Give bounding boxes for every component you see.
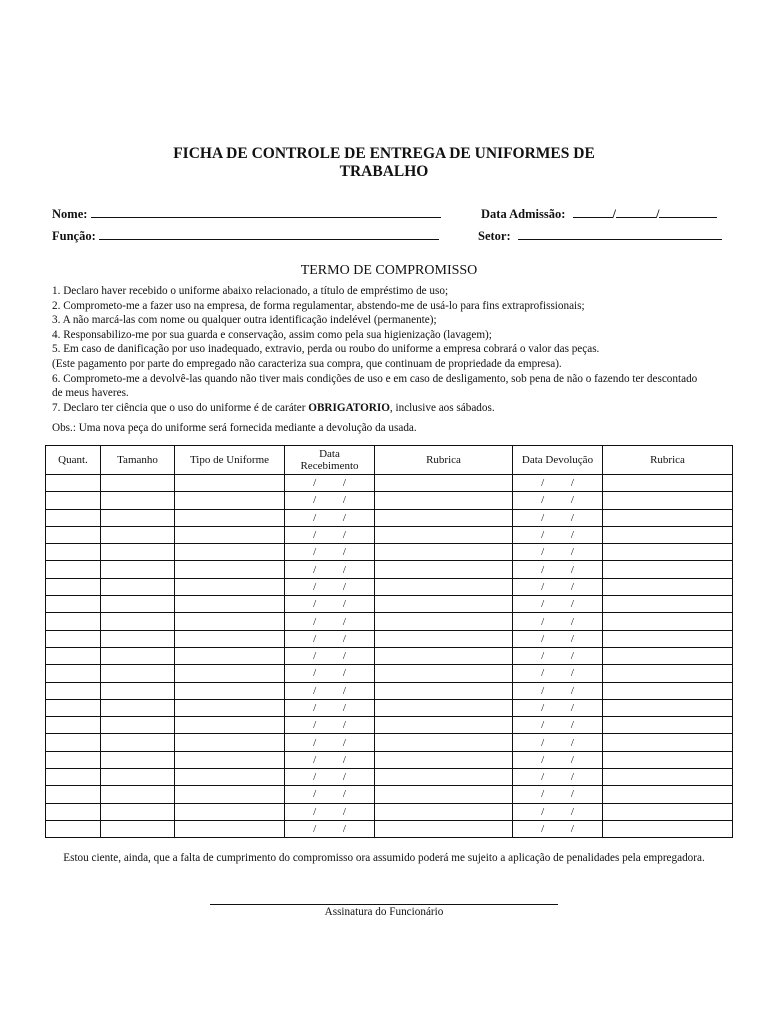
termo-line-1: 1. Declaro haver recebido o uniforme abaixo relacionado, a título de empréstimo de uso; bbox=[52, 285, 449, 297]
rubrica-1-cell[interactable] bbox=[375, 544, 513, 561]
table-row bbox=[46, 526, 733, 543]
rubrica-2-cell[interactable] bbox=[603, 820, 733, 837]
quant-cell[interactable] bbox=[46, 786, 101, 803]
tamanho-cell[interactable] bbox=[101, 665, 175, 682]
quant-cell[interactable] bbox=[46, 509, 101, 526]
date-placeholder: / / bbox=[541, 788, 574, 801]
tamanho-cell[interactable] bbox=[101, 786, 175, 803]
tipo-uniforme-cell[interactable] bbox=[175, 492, 285, 509]
data-recebimento-cell[interactable] bbox=[285, 613, 375, 630]
tipo-uniforme-cell[interactable] bbox=[175, 699, 285, 716]
header-quant: Quant. bbox=[46, 446, 101, 475]
table-row bbox=[46, 665, 733, 682]
header-rubrica-2: Rubrica bbox=[603, 446, 733, 475]
date-placeholder: / / bbox=[313, 529, 346, 542]
table-row bbox=[46, 769, 733, 786]
termo-line-2: 2. Comprometo-me a fazer uso na empresa, de forma regulamentar, abstendo-me de usá-lo para fins extraprofissionais; bbox=[52, 299, 585, 312]
rubrica-1-cell[interactable] bbox=[375, 769, 513, 786]
rubrica-2-cell[interactable] bbox=[603, 561, 733, 578]
date-placeholder: / / bbox=[541, 615, 574, 628]
data-devolucao-cell[interactable] bbox=[513, 544, 603, 561]
data-devolucao-cell[interactable] bbox=[513, 699, 603, 716]
tamanho-cell[interactable] bbox=[101, 717, 175, 734]
tamanho-cell[interactable] bbox=[101, 526, 175, 543]
data-recebimento-cell[interactable] bbox=[285, 596, 375, 613]
header-tipo-uniforme: Tipo de Uniforme bbox=[175, 446, 285, 475]
data-recebimento-cell[interactable] bbox=[285, 509, 375, 526]
rubrica-2-cell[interactable] bbox=[603, 751, 733, 768]
data-recebimento-cell[interactable] bbox=[285, 526, 375, 543]
termo-line-7-bold: OBRIGATORIO bbox=[308, 401, 390, 414]
setor-input-line[interactable] bbox=[518, 228, 722, 240]
date-placeholder: / / bbox=[313, 684, 346, 697]
date-placeholder: / / bbox=[541, 719, 574, 732]
data-devolucao-cell[interactable] bbox=[513, 596, 603, 613]
data-recebimento-cell[interactable] bbox=[285, 717, 375, 734]
data-recebimento-cell[interactable] bbox=[285, 699, 375, 716]
header-data-recebimento-line2: Recebimento bbox=[300, 460, 359, 472]
date-placeholder: / / bbox=[541, 598, 574, 611]
rubrica-2-cell[interactable] bbox=[603, 769, 733, 786]
date-placeholder: / / bbox=[313, 477, 346, 490]
termo-line-7-prefix: 7. Declaro ter ciência que o uso do uniforme é de caráter bbox=[52, 401, 309, 414]
date-placeholder: / / bbox=[541, 823, 574, 836]
rubrica-2-cell[interactable] bbox=[603, 613, 733, 630]
rubrica-2-cell[interactable] bbox=[603, 544, 733, 561]
tamanho-cell[interactable] bbox=[101, 630, 175, 647]
rubrica-2-cell[interactable] bbox=[603, 699, 733, 716]
quant-cell[interactable] bbox=[46, 717, 101, 734]
tamanho-cell[interactable] bbox=[101, 578, 175, 595]
data-recebimento-cell[interactable] bbox=[285, 751, 375, 768]
rubrica-2-cell[interactable] bbox=[603, 492, 733, 509]
tamanho-cell[interactable] bbox=[101, 751, 175, 768]
data-devolucao-cell[interactable] bbox=[513, 578, 603, 595]
quant-cell[interactable] bbox=[46, 751, 101, 768]
date-placeholder: / / bbox=[313, 788, 346, 801]
data-admissao-field[interactable] bbox=[481, 206, 717, 222]
table-row bbox=[46, 544, 733, 561]
date-placeholder: / / bbox=[313, 736, 346, 749]
header-rubrica-1: Rubrica bbox=[375, 446, 513, 475]
tamanho-cell[interactable] bbox=[101, 803, 175, 820]
rubrica-1-cell[interactable] bbox=[375, 665, 513, 682]
rubrica-2-cell[interactable] bbox=[603, 578, 733, 595]
termo-line-7-suffix: , inclusive aos sábados. bbox=[389, 401, 495, 414]
rubrica-1-cell[interactable] bbox=[375, 786, 513, 803]
tipo-uniforme-cell[interactable] bbox=[175, 820, 285, 837]
table-row bbox=[46, 803, 733, 820]
quant-cell[interactable] bbox=[46, 596, 101, 613]
tipo-uniforme-cell[interactable] bbox=[175, 561, 285, 578]
funcao-input-line[interactable] bbox=[99, 228, 439, 240]
quant-cell[interactable] bbox=[46, 699, 101, 716]
rubrica-1-cell[interactable] bbox=[375, 596, 513, 613]
date-placeholder: / / bbox=[313, 823, 346, 836]
date-placeholder: / / bbox=[313, 702, 346, 714]
header-tamanho: Tamanho bbox=[101, 446, 175, 475]
tipo-uniforme-cell[interactable] bbox=[175, 475, 285, 492]
header-data-recebimento-line1: Data bbox=[319, 448, 340, 460]
tamanho-cell[interactable] bbox=[101, 544, 175, 561]
tipo-uniforme-cell[interactable] bbox=[175, 751, 285, 768]
tamanho-cell[interactable] bbox=[101, 699, 175, 716]
quant-cell[interactable] bbox=[46, 647, 101, 664]
quant-cell[interactable] bbox=[46, 769, 101, 786]
rubrica-1-cell[interactable] bbox=[375, 509, 513, 526]
data-devolucao-cell[interactable] bbox=[513, 561, 603, 578]
data-devolucao-cell[interactable] bbox=[513, 475, 603, 492]
date-placeholder: / / bbox=[541, 580, 574, 593]
termo-line-3: 3. A não marcá-las com nome ou qualquer outra identificação indelével (permanente); bbox=[52, 314, 437, 327]
signature-line[interactable] bbox=[210, 904, 558, 905]
termo-line-5: 5. Em caso de danificação por uso inadequado, extravio, perda ou roubo do uniforme a empresa cobrará o valor das peças. bbox=[52, 343, 600, 356]
table-body bbox=[46, 475, 733, 838]
rubrica-1-cell[interactable] bbox=[375, 630, 513, 647]
tipo-uniforme-cell[interactable] bbox=[175, 509, 285, 526]
termo-line-4: 4. Responsabilizo-me por sua guarda e conservação, assim como pela sua higienização (lavagem); bbox=[52, 328, 492, 341]
data-recebimento-cell[interactable] bbox=[285, 630, 375, 647]
date-placeholder: / / bbox=[541, 667, 574, 680]
rubrica-2-cell[interactable] bbox=[603, 665, 733, 682]
rubrica-2-cell[interactable] bbox=[603, 786, 733, 803]
rubrica-1-cell[interactable] bbox=[375, 475, 513, 492]
document-title bbox=[0, 145, 768, 181]
data-recebimento-cell[interactable] bbox=[285, 544, 375, 561]
header-data-recebimento bbox=[285, 446, 375, 475]
rubrica-1-cell[interactable] bbox=[375, 492, 513, 509]
data-recebimento-cell[interactable] bbox=[285, 492, 375, 509]
data-devolucao-cell[interactable] bbox=[513, 769, 603, 786]
quant-cell[interactable] bbox=[46, 475, 101, 492]
termo-list bbox=[52, 284, 732, 415]
tipo-uniforme-cell[interactable] bbox=[175, 544, 285, 561]
date-placeholder: / / bbox=[541, 753, 574, 766]
date-placeholder: / / bbox=[313, 650, 346, 663]
tipo-uniforme-cell[interactable] bbox=[175, 578, 285, 595]
data-devolucao-cell[interactable] bbox=[513, 820, 603, 837]
header-data-devolucao: Data Devolução bbox=[513, 446, 603, 475]
quant-cell[interactable] bbox=[46, 820, 101, 837]
data-devolucao-cell[interactable] bbox=[513, 613, 603, 630]
tamanho-cell[interactable] bbox=[101, 475, 175, 492]
termo-heading: TERMO DE COMPROMISSO bbox=[300, 263, 478, 278]
date-placeholder: / / bbox=[541, 563, 574, 576]
date-placeholder: / / bbox=[313, 511, 346, 524]
table-row bbox=[46, 596, 733, 613]
tamanho-cell[interactable] bbox=[101, 734, 175, 751]
date-placeholder: / / bbox=[313, 753, 346, 766]
rubrica-2-cell[interactable] bbox=[603, 734, 733, 751]
data-admissao-month-line[interactable] bbox=[616, 206, 656, 218]
rubrica-2-cell[interactable] bbox=[603, 803, 733, 820]
rubrica-2-cell[interactable] bbox=[603, 475, 733, 492]
nome-input-line[interactable] bbox=[91, 206, 441, 218]
rubrica-2-cell[interactable] bbox=[603, 509, 733, 526]
tamanho-cell[interactable] bbox=[101, 820, 175, 837]
data-recebimento-cell[interactable] bbox=[285, 803, 375, 820]
data-recebimento-cell[interactable] bbox=[285, 647, 375, 664]
data-devolucao-cell[interactable] bbox=[513, 526, 603, 543]
table-row bbox=[46, 820, 733, 837]
data-recebimento-cell[interactable] bbox=[285, 578, 375, 595]
date-placeholder: / / bbox=[541, 702, 574, 714]
tipo-uniforme-cell[interactable] bbox=[175, 682, 285, 699]
termo-line-6: 6. Comprometo-me a devolvê-las quando não tiver mais condições de uso e em caso de desligamento, sob pena de não o fazendo ter descontado bbox=[52, 372, 698, 385]
data-admissao-day-line[interactable] bbox=[573, 206, 613, 218]
rubrica-1-cell[interactable] bbox=[375, 734, 513, 751]
date-placeholder: / / bbox=[313, 615, 346, 628]
table-row bbox=[46, 734, 733, 751]
date-placeholder: / / bbox=[313, 580, 346, 593]
tamanho-cell[interactable] bbox=[101, 596, 175, 613]
tamanho-cell[interactable] bbox=[101, 682, 175, 699]
table-row bbox=[46, 717, 733, 734]
date-placeholder: / / bbox=[541, 477, 574, 490]
date-placeholder: / / bbox=[541, 546, 574, 559]
rubrica-1-cell[interactable] bbox=[375, 561, 513, 578]
quant-cell[interactable] bbox=[46, 526, 101, 543]
date-placeholder: / / bbox=[541, 684, 574, 697]
table-row bbox=[46, 475, 733, 492]
table-row bbox=[46, 561, 733, 578]
data-recebimento-cell[interactable] bbox=[285, 665, 375, 682]
date-placeholder: / / bbox=[313, 494, 346, 507]
date-placeholder: / / bbox=[313, 598, 346, 611]
data-devolucao-cell[interactable] bbox=[513, 786, 603, 803]
rubrica-1-cell[interactable] bbox=[375, 820, 513, 837]
termo-line-7 bbox=[52, 401, 732, 416]
nome-label: Nome: bbox=[52, 207, 88, 221]
data-recebimento-cell[interactable] bbox=[285, 734, 375, 751]
table-row bbox=[46, 509, 733, 526]
rubrica-1-cell[interactable] bbox=[375, 647, 513, 664]
footer-statement: Estou ciente, ainda, que a falta de cumprimento do compromisso ora assumido poderá me sujeito a aplicação de penalidades pela empregadora. bbox=[63, 852, 705, 864]
table-row bbox=[46, 682, 733, 699]
tipo-uniforme-cell[interactable] bbox=[175, 665, 285, 682]
quant-cell[interactable] bbox=[46, 803, 101, 820]
tipo-uniforme-cell[interactable] bbox=[175, 647, 285, 664]
data-devolucao-cell[interactable] bbox=[513, 803, 603, 820]
tamanho-cell[interactable] bbox=[101, 769, 175, 786]
table-row bbox=[46, 647, 733, 664]
data-admissao-label: Data Admissão: bbox=[481, 207, 566, 221]
setor-field[interactable] bbox=[478, 228, 722, 244]
date-placeholder: / / bbox=[541, 736, 574, 749]
rubrica-2-cell[interactable] bbox=[603, 526, 733, 543]
data-devolucao-cell[interactable] bbox=[513, 665, 603, 682]
data-devolucao-cell[interactable] bbox=[513, 717, 603, 734]
tamanho-cell[interactable] bbox=[101, 613, 175, 630]
rubrica-1-cell[interactable] bbox=[375, 578, 513, 595]
tamanho-cell[interactable] bbox=[101, 509, 175, 526]
uniform-table bbox=[45, 445, 733, 838]
date-placeholder: / / bbox=[541, 529, 574, 542]
table-row bbox=[46, 630, 733, 647]
quant-cell[interactable] bbox=[46, 665, 101, 682]
title-line-1: FICHA DE CONTROLE DE ENTREGA DE UNIFORMES DE bbox=[173, 145, 595, 162]
tipo-uniforme-cell[interactable] bbox=[175, 717, 285, 734]
rubrica-1-cell[interactable] bbox=[375, 699, 513, 716]
tipo-uniforme-cell[interactable] bbox=[175, 786, 285, 803]
table-row bbox=[46, 699, 733, 716]
tamanho-cell[interactable] bbox=[101, 561, 175, 578]
date-placeholder: / / bbox=[313, 632, 346, 645]
data-devolucao-cell[interactable] bbox=[513, 751, 603, 768]
tipo-uniforme-cell[interactable] bbox=[175, 734, 285, 751]
date-placeholder: / / bbox=[541, 632, 574, 645]
nome-field[interactable] bbox=[52, 206, 441, 222]
data-devolucao-cell[interactable] bbox=[513, 509, 603, 526]
quant-cell[interactable] bbox=[46, 578, 101, 595]
date-placeholder: / / bbox=[313, 805, 346, 818]
table-row bbox=[46, 613, 733, 630]
date-placeholder: / / bbox=[541, 805, 574, 818]
setor-label: Setor: bbox=[478, 229, 511, 243]
quant-cell[interactable] bbox=[46, 492, 101, 509]
quant-cell[interactable] bbox=[46, 630, 101, 647]
date-placeholder: / / bbox=[541, 650, 574, 663]
date-placeholder: / / bbox=[313, 563, 346, 576]
data-recebimento-cell[interactable] bbox=[285, 475, 375, 492]
data-devolucao-cell[interactable] bbox=[513, 647, 603, 664]
rubrica-1-cell[interactable] bbox=[375, 803, 513, 820]
tipo-uniforme-cell[interactable] bbox=[175, 613, 285, 630]
termo-line-6-cont: de meus haveres. bbox=[52, 387, 129, 400]
tipo-uniforme-cell[interactable] bbox=[175, 803, 285, 820]
data-recebimento-cell[interactable] bbox=[285, 786, 375, 803]
rubrica-2-cell[interactable] bbox=[603, 717, 733, 734]
rubrica-1-cell[interactable] bbox=[375, 751, 513, 768]
rubrica-2-cell[interactable] bbox=[603, 647, 733, 664]
obs-note: Obs.: Uma nova peça do uniforme será fornecida mediante a devolução da usada. bbox=[52, 422, 417, 434]
date-placeholder: / / bbox=[313, 719, 346, 732]
data-admissao-year-line[interactable] bbox=[659, 206, 717, 218]
date-placeholder: / / bbox=[541, 511, 574, 524]
date-placeholder: / / bbox=[313, 546, 346, 559]
quant-cell[interactable] bbox=[46, 544, 101, 561]
data-admissao-slash-1: / bbox=[612, 207, 616, 221]
data-devolucao-cell[interactable] bbox=[513, 492, 603, 509]
table-row bbox=[46, 786, 733, 803]
data-admissao-slash-2: / bbox=[656, 207, 660, 221]
table-row bbox=[46, 751, 733, 768]
rubrica-1-cell[interactable] bbox=[375, 526, 513, 543]
table-row bbox=[46, 578, 733, 595]
date-placeholder: / / bbox=[313, 667, 346, 680]
date-placeholder: / / bbox=[541, 494, 574, 507]
funcao-field[interactable] bbox=[52, 228, 439, 244]
rubrica-2-cell[interactable] bbox=[603, 630, 733, 647]
date-placeholder: / / bbox=[541, 771, 574, 784]
data-recebimento-cell[interactable] bbox=[285, 769, 375, 786]
funcao-label: Função: bbox=[52, 229, 96, 243]
rubrica-2-cell[interactable] bbox=[603, 682, 733, 699]
termo-line-5-note: (Este pagamento por parte do empregado não caracteriza sua compra, que continuam de propriedade da empresa). bbox=[52, 357, 562, 370]
rubrica-1-cell[interactable] bbox=[375, 717, 513, 734]
date-placeholder: / / bbox=[313, 771, 346, 784]
data-recebimento-cell[interactable] bbox=[285, 682, 375, 699]
quant-cell[interactable] bbox=[46, 734, 101, 751]
tamanho-cell[interactable] bbox=[101, 647, 175, 664]
table-row bbox=[46, 492, 733, 509]
table-header-row bbox=[46, 446, 733, 475]
tipo-uniforme-cell[interactable] bbox=[175, 630, 285, 647]
rubrica-2-cell[interactable] bbox=[603, 596, 733, 613]
data-devolucao-cell[interactable] bbox=[513, 734, 603, 751]
quant-cell[interactable] bbox=[46, 561, 101, 578]
data-devolucao-cell[interactable] bbox=[513, 682, 603, 699]
signature-label: Assinatura do Funcionário bbox=[324, 906, 444, 918]
data-recebimento-cell[interactable] bbox=[285, 820, 375, 837]
quant-cell[interactable] bbox=[46, 613, 101, 630]
tamanho-cell[interactable] bbox=[101, 492, 175, 509]
tipo-uniforme-cell[interactable] bbox=[175, 769, 285, 786]
rubrica-1-cell[interactable] bbox=[375, 682, 513, 699]
title-line-2: TRABALHO bbox=[339, 163, 429, 180]
data-recebimento-cell[interactable] bbox=[285, 561, 375, 578]
quant-cell[interactable] bbox=[46, 682, 101, 699]
tipo-uniforme-cell[interactable] bbox=[175, 596, 285, 613]
data-devolucao-cell[interactable] bbox=[513, 630, 603, 647]
tipo-uniforme-cell[interactable] bbox=[175, 526, 285, 543]
rubrica-1-cell[interactable] bbox=[375, 613, 513, 630]
